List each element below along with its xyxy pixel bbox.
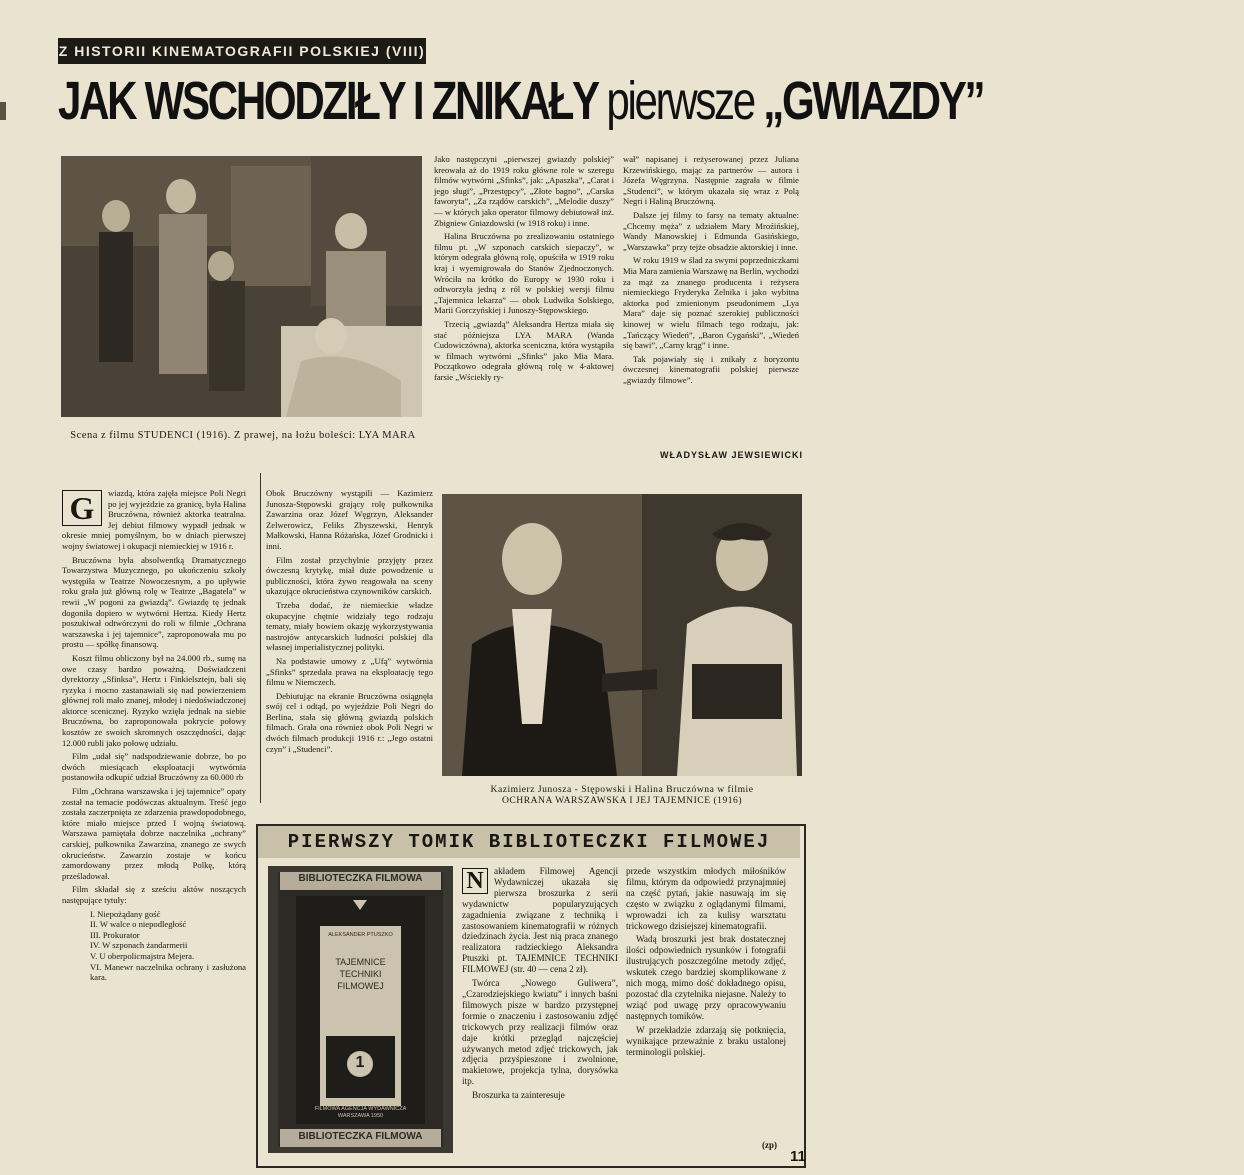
article-column-2 xyxy=(266,488,433,808)
paragraph: Koszt filmu obliczony był na 24.000 rb., sumę na owe czasy bardzo poważną. Doświadczeni dyrektorzy „Sfinksa”, Hertz i Finkielsztejn, bali się ryzyka i mocno zastanawiali się nad powierzeniem głównej roli mało znanej, młodej i niedoświadczonej aktorce scenicznej. Ryzyko wzięła jednak na siebie Bruczówna, bo zaproponowała pokrycie połowy kosztów ze swoich skromnych oszczędności, dając 12.000 rubli jako połowę udziału. xyxy=(62,652,246,748)
photo-studenci-scene xyxy=(61,156,422,417)
paragraph: Wadą broszurki jest brak dostatecznej ilości odpowiednich rysunków i fotografii ilustrujących poszczególne metody zdjęć, wskutek czego bardziej skomplikowane z nich mogą, mimo dość dokładnego opisu, pozostać dla czytelnika niejasne. Należy to wziąć pod uwagę przy opracowywaniu następnych tomików. xyxy=(626,934,786,1021)
paragraph: Bruczówna była absolwentką Dramatycznego Towarzystwa Muzycznego, po ukończeniu szkoły występiła w Teatrze Nowoczesnym, a po upływie roku grała już główną rolę w Teatrze „Bagatela” w rewii „W pogoni za gwiazdą”. Gwiazdę tę jednak dogoniła dopiero w wytwórni Hertza. Kiedy Hertz poszukiwał odtwórczyni do roli w filmie „Ochrana warszawska i jej tajemnice”, zaproponowała mu po prostu — spółkę finansową. xyxy=(62,554,246,650)
paragraph: Film został przychylnie przyjęty przez ówczesną krytykę, miał duże powodzenie u publiczności, która żywo reagowała na sceny ukazujące okrucieństwa czynowników carskich. xyxy=(266,554,433,597)
paragraph: Twórca „Nowego Guliwera”, „Czarodziejskiego kwiatu” i innych baśni filmowych pisze w bardzo przystępnej formie o znaczeniu i zastosowaniu zdjęć trickowych przy realizacji filmów oraz daje krótki przegląd najczęściej używanych metod zdjęć trickowych, jak zdjęcia przyśpieszone i zwolnione, makietowe, projekcja tylna, dorysówka itp. xyxy=(462,978,618,1087)
review-column-1 xyxy=(462,866,618,1156)
paragraph: Film „Ochrana warszawska i jej tajemnice” opaty został na temacie podówczas aktualnym. Treść jego została zaczerpnięta ze zdarzenia prawdopodobnego, które miało miejsce przed I wojną światową. Warszawa pamiętała dobrze naczelnika „ochrany” carskiej, pułkownika Zawarzina, znanego ze swych okrucieństw. Zawarzin zostaje w końcu zamordowany przez młodą Polkę, którą prześladował. xyxy=(62,786,246,881)
photo-ochrana-scene xyxy=(442,494,802,776)
column-divider xyxy=(260,473,261,803)
book-title-line: TAJEMNICE xyxy=(335,957,386,967)
paragraph: Broszurka ta zainteresuje xyxy=(472,1090,565,1101)
paragraph: Film „udał się” nadspodziewanie dobrze, bo po dwóch miesiącach eksploatacji wytwórnia postanowiła odkupić udział Bruczówny za 60.000 rb xyxy=(62,751,246,783)
photo-caption-right xyxy=(442,784,802,806)
paragraph: Halina Bruczówna po zrealizowaniu ostatniego filmu pt. „W szponach carskich siepaczy”, w którym odegrała główną rolę, opuściła w 1919 roku kraj i wyemigrowała do Stanów Zjednoczonych. Wróciła na krótko do Europy w 1930 roku i odtworzyła jedną z ról w polskiej wersji filmu „Tajemnica lekarza” — obok Ludwika Solskiego, Marii Gorczyńskiej i Junoszy-Stępowskiego. xyxy=(434,231,614,316)
caption-line: OCHRANA WARSZAWSKA I JEJ TAJEMNICE (1916) xyxy=(501,795,743,806)
list-item: I. Niepożądany gość xyxy=(90,908,161,919)
drop-cap: N xyxy=(462,868,488,894)
article-column-1 xyxy=(62,488,246,1163)
book-cover-image xyxy=(268,866,453,1153)
list-item: VI. Manewr naczelnika ochrany i zasłużona kara. xyxy=(90,961,246,983)
book-title-line: TECHNIKI FILMOWEJ xyxy=(337,969,384,991)
paragraph: W przekładzie zdarzają się potknięcia, wynikające przeważnie z braku ustalonej terminologii polskiej. xyxy=(626,1024,786,1057)
paragraph: Jako następczyni „pierwszej gwiazdy polskiej” kreowała aż do 1919 roku główne role w szeregu filmów wytwórni „Sfinks”, jak: „Apaszka”, „Carat i jego sługi”, „Przestępcy”, „Złote bagno”, „Carska faworyta”, „Za rządów carskich”, „Melodie duszy” — w których jako operator filmowy debiutował inż. Zbigniew Gniazdowski (w 1918 roku) i inne. xyxy=(434,154,614,228)
article-column-4 xyxy=(623,154,799,444)
paragraph: wał” napisanej i reżyserowanej przez Juliana Krzewińskiego, mając za partnerów — autora i Józefa Węgrzyna. Następnie zagrała w filmie „Studenci”, w którym ukazała się wraz z Polą Negri i Haliną Bruczówną. xyxy=(623,154,799,207)
book-publisher xyxy=(296,1106,425,1120)
paragraph: wiazdą, która zajęła miejsce Poli Negri po jej wyjeździe za granicę, była Halina Bruczówna, również aktorka teatralna. Jej debiut filmowy wypadł jednak w okresie mniej pomyślnym, bo w dniach pierwszej wojny światowej i okupacji niemieckiej w 1916 r. xyxy=(62,488,246,551)
headline-text: JAK WSCHODZIŁY I ZNIKAŁY pierwsze „GWIAZDY” xyxy=(58,71,984,131)
paragraph: W roku 1919 w ślad za swymi poprzedniczkami Mia Mara zamienia Warszawę na Berlin, wychodzi za mąż za znanego producenta i reżysera niemieckiego Fryderyka Zelnika i jako wybitna aktorka pod zmienionym pseudonimem „Lya Mara” daje się poznać szerokiej publiczności kinowej w wielu filmach tego rodzaju, jak: „Tańczący Wiedeń”, „Baron Cygański”, „Wiedeń się bawi”, „Carny krąg” i inne. xyxy=(623,255,799,351)
paragraph: Na podstawie umowy z „Ufą” wytwórnia „Sfinks” sprzedała prawa na eksploatację tego filmu w Niemczech. xyxy=(266,655,433,688)
paragraph: Obok Bruczówny wystąpili — Kazimierz Junosza-Stępowski grający rolę pułkownika Zawarzina oraz Józef Węgrzyn, Aleksander Zelwerowicz, Feliks Zbyszewski, Henryk Małkowski, Hanna Różańska, Józef Grodnicki i inni. xyxy=(266,488,433,551)
caption-line: Kazimierz Junosza - Stępowski i Halina Bruczówna w filmie xyxy=(490,784,754,795)
paragraph: Trzecią „gwiazdą” Aleksandra Hertza miała się stać późniejsza LYA MARA (Wanda Cudowiczówna), aktorka sceniczna, która wystąpiła w filmach wytwórni „Sfinks” jako Mia Mara. Początkowo odegrała główną rolę w 4-aktowej farsie „Wściekły ry- xyxy=(434,318,614,382)
photo-caption-top: Scena z filmu STUDENCI (1916). Z prawej, na łożu boleści: LYA MARA xyxy=(70,430,416,441)
margin-mark xyxy=(0,102,6,120)
review-column-2 xyxy=(626,866,786,1136)
series-label: Z HISTORII KINEMATOGRAFII POLSKIEJ (VIII) xyxy=(58,38,426,64)
review-box-title: PIERWSZY TOMIK BIBLIOTECZKI FILMOWEJ xyxy=(258,826,800,858)
paragraph: przede wszystkim młodych miłośników filmu, którym da odpowiedź przynajmniej na część pytań, jakie nasuwają im się często w związku z oglądanymi filmami, wprowadzi ich za kulisy warsztatu trickowego dzisiejszej kinematografii. xyxy=(626,866,786,931)
book-author: ALEKSANDER PTUSZKO xyxy=(328,932,393,938)
article-column-3 xyxy=(434,154,614,466)
acts-list xyxy=(62,909,246,983)
review-signature: (zp) xyxy=(762,1140,777,1150)
book-title xyxy=(320,956,401,992)
paragraph: Debiutując na ekranie Bruczówna osiągnęła swój cel i odtąd, po wyjeździe Poli Negri do Berlina, stała się główną gwiazdą polskich filmach. Grała ona również obok Poli Negri w dwóch filmach produkcji 1916 r.: „Jego ostatni czyn” i „Studenci”. xyxy=(266,690,433,754)
page-number: 11 xyxy=(790,1148,806,1165)
article-headline xyxy=(58,66,984,136)
paragraph: Tak pojawiały się i znikały z horyzontu ówczesnej kinematografii polskiej pierwsze „gwiazdy filmowe”. xyxy=(623,353,799,385)
list-item: IV. W szponach żandarmerii xyxy=(90,940,188,951)
list-item: V. U oberpolicmajstra Mejera. xyxy=(90,950,195,961)
book-publisher-line: FILMOWA AGENCJA WYDAWNICZA xyxy=(314,1106,407,1112)
book-series-bottom: BIBLIOTECZKA FILMOWA xyxy=(298,1131,423,1142)
author-signature: WŁADYSŁAW JEWSIEWICKI xyxy=(660,450,803,460)
paragraph: akładem Filmowej Agencji Wydawniczej ukazała się pierwsza broszurka z serii wydawnictw popularyzujących zagadnienia związane z techniką i zastosowaniem kinematografii w różnych dziedzinach życia. Jest nią praca znanego realizatora radzieckiego Aleksandra Ptuszki pt. TAJEMNICE TECHNIKI FILMOWEJ (str. 40 — cena 2 zł). xyxy=(462,866,618,975)
list-item: II. W walce o niepodległość xyxy=(90,919,187,930)
paragraph: Film składał się z sześciu aktów noszących następujące tytuły: xyxy=(62,884,246,905)
book-number: 1 xyxy=(355,1054,365,1071)
book-publisher-line: WARSZAWA 1950 xyxy=(337,1113,384,1119)
paragraph: Trzeba dodać, że niemieckie władze okupacyjne chętnie widziały tego rodzaju tematy, miały bowiem okazję wykorzystywania nastrojów antycarskich ludności polskiej dla własnej imperialistycznej polityki. xyxy=(266,599,433,653)
paragraph: Dalsze jej filmy to farsy na tematy aktualne: „Chcemy męża” z udziałem Mary Mroźińskiej, Wandy Manowskiej i Edmunda Gasińskiego, „Warszawka” przy tejże obsadzie aktorskiej i inne. xyxy=(623,209,799,252)
drop-cap: G xyxy=(62,490,102,526)
book-series-top: BIBLIOTECZKA FILMOWA xyxy=(298,873,423,884)
list-item: III. Prokurator xyxy=(90,929,140,940)
